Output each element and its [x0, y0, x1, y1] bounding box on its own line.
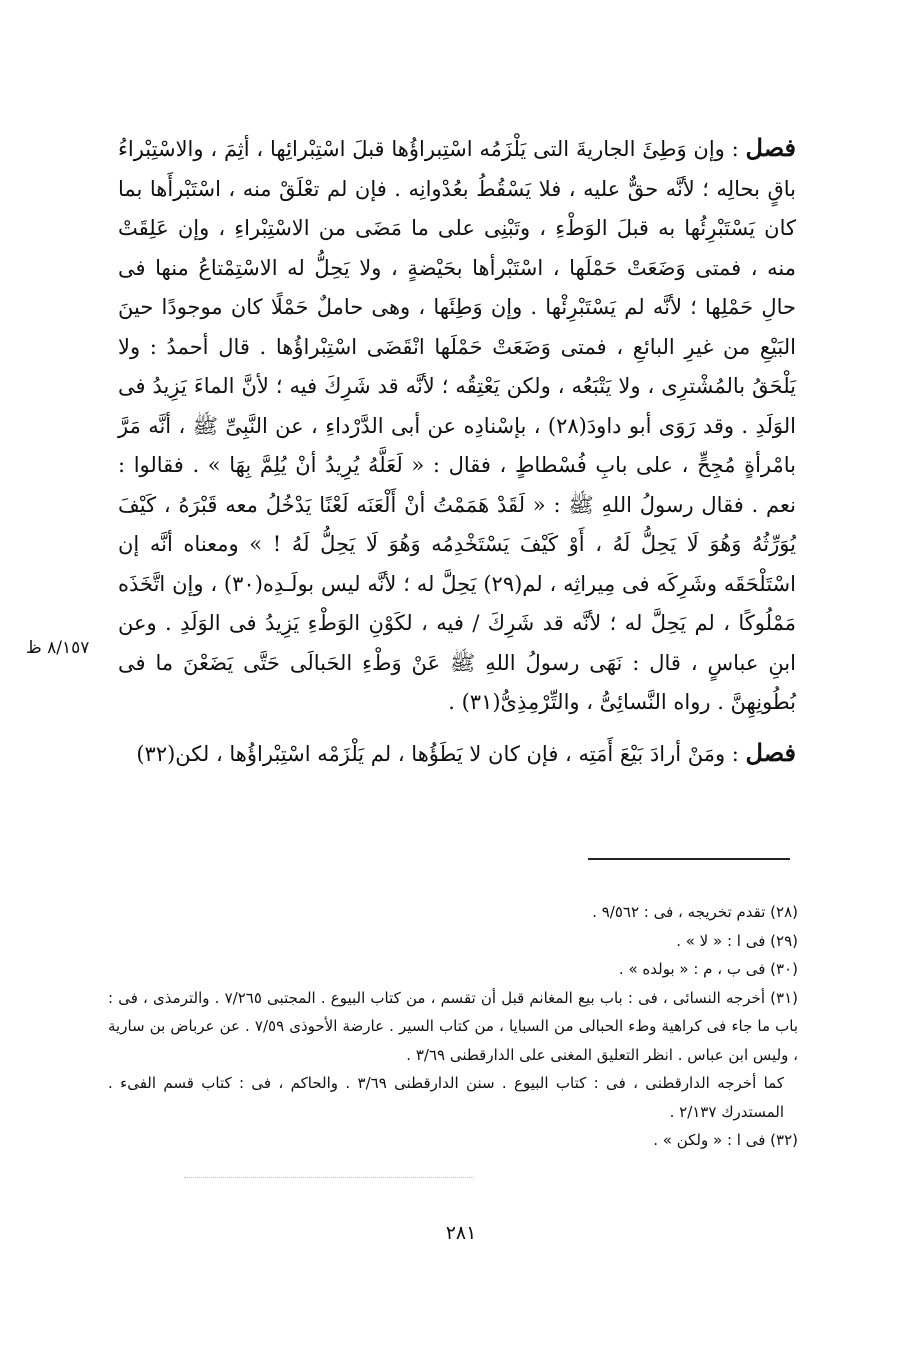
page-number: ٢٨١ [445, 1222, 477, 1244]
paragraph-1 [118, 128, 796, 723]
paragraph-2-text: : ومَنْ أرادَ بَيْعَ أَمَتِه ، فإن كان لا يَطَؤُها ، لم يَلْزَمْه اسْتِبْراؤُها ، لكن(٣٢) [136, 741, 746, 766]
footnote-30: (٣٠) فى ب ، م : « بولده » . [618, 960, 798, 978]
paragraph-1-text: : وإن وَطِئَ الجاريةَ التى يَلْزَمُه اسْتِبراؤُها قبلَ اسْتِبْرائِها ، أثِمَ ، والاسْتِبْراءُ باقٍ بحالِه ؛ لأنَّه حقٌّ عليه ، فلا يَسْقُطُ بعُدْوانِه . فإن لم تعْلَقْ منه ، اسْتَبْرأَها بما كان يَسْتَبْرِئُها به قبلَ الوَطْءِ ، وتَبْنِى على ما مَضَى من الاسْتِبْراءِ ، وإن عَلِقَتْ منه ، فمتى وَضَعَتْ حَمْلَها ، اسْتَبْرأها بحَيْضةٍ ، ولا يَحِلُّ له الاسْتِمْتاعُ منها فى حالِ حَمْلِها ؛ لأنَّه لم يَسْتَبْرِئْها . وإن وَطِئَها ، وهى حاملٌ حَمْلًا كان موجودًا حينَ البَيْعِ من غيرِ البائعِ ، فمتى وَضَعَتْ حَمْلَها انْقَضَى اسْتِبْراؤُها . قال أحمدُ : ولا يَلْحَقُ بالمُشْترِى ، ولا يَتْبَعُه ، ولكن يَعْتِقُه ؛ لأنَّه قد شَرِكَ فيه ؛ لأنَّ الماءَ يَزِيدُ فى الوَلَدِ . وقد رَوَى أبو داودَ(٢٨) ، بإسْنادِه عن أبى الدَّرْداءِ ، عن النَّبِىِّ ﷺ ، أنَّه مَرَّ بامْرأةٍ مُجِحٍّ ، على بابِ فُسْطاطٍ ، فقال : « لَعَلَّهُ يُرِيدُ أنْ يُلِمَّ بِهَا » . فقالوا : نعم . فقال رسولُ اللهِ ﷺ : « لَقَدْ هَمَمْتُ أنْ أَلْعَنَه لَعْنًا يَدْخُلُ معه قَبْرَهُ ، كَيْفَ يُوَرِّثُهُ وَهُوَ لَا يَحِلُّ لَهُ ، أَوْ كَيْفَ يَسْتَخْدِمُه وَهُوَ لَا يَحِلُّ لَهُ ! » ومعناه أنَّه إن اسْتَلْحَقَه وشَرِكَه فى مِيراثِه ، لم(٢٩) يَحِلَّ له ؛ لأنَّه ليس بولَـدِه(٣٠) ، وإن اتَّخَذَه مَمْلُوكًا ، لم يَحِلَّ له ؛ لأنَّه قد شَرِكَ / فيه ، لكَوْنِ الوَطْءِ يَزِيدُ فى الوَلَدِ . وعن ابنِ عباسٍ ، قال : نَهَى رسولُ اللهِ ﷺ عَنْ وَطْءِ الحَبالَى حَتَّى يَضَعْنَ ما فى بُطُونِهِنَّ . رواه النَّسائِىُّ ، والتِّرْمِذِىُّ(٣١) . [118, 137, 796, 714]
footnote-29: (٢٩) فى ا : « لا » . [676, 931, 798, 950]
footnote-31-continued: كما أخرجه الدارقطنى ، فى : كتاب البيوع . سنن الدارقطنى ٣/٦٩ . والحاكم ، فى : كتاب قسم الفىء . المستدرك ٢/١٣٧ . [108, 1074, 784, 1121]
footnotes [108, 898, 798, 1155]
main-text [118, 128, 796, 774]
footnote-separator [588, 858, 790, 860]
footnote-32: (٣٢) فى ا : « ولكن » . [653, 1131, 798, 1149]
footnote-28: (٢٨) تقدم تخريجه ، فى : ٩/٥٦٢ . [592, 903, 798, 921]
manuscript-folio-marker: ٨/١٥٧ ظ [26, 638, 90, 658]
section-heading: فصل [745, 737, 796, 767]
section-heading: فصل [745, 133, 796, 162]
footnote-31: (٣١) أخرجه النسائى ، فى : باب بيع المغانم قبل أن تقسم ، من كتاب البيوع . المجتبى ٧/٢٦٥ . والترمذى ، فى : باب ما جاء فى كراهية وطء الحبالى من السبايا ، من كتاب السير . عارضة الأحوذى ٧/٥٩ . عن عرباض بن سارية ، وليس ابن عباس . انظر التعليق المغنى على الدارقطنى ٣/٦٩ . [108, 988, 798, 1064]
faint-divider [184, 1177, 474, 1178]
paragraph-2 [118, 733, 796, 775]
